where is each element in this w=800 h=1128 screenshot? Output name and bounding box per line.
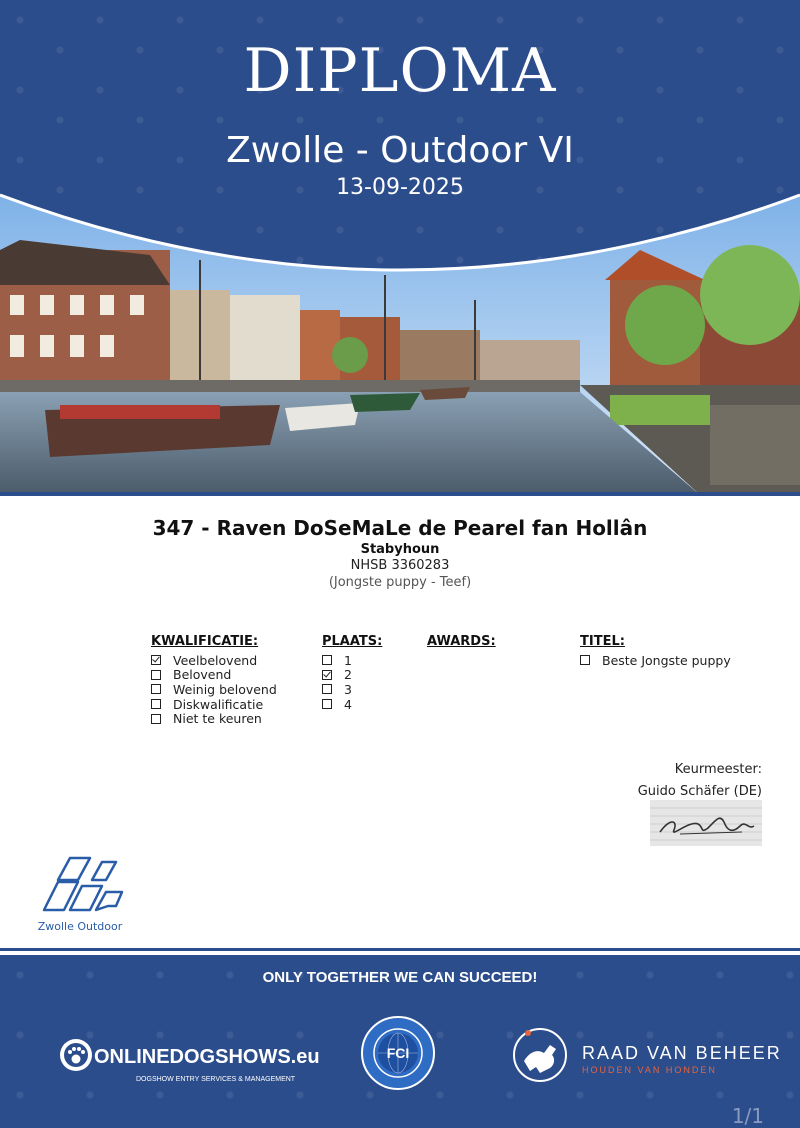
rvb-title: RAAD VAN BEHEER: [582, 1043, 782, 1063]
option-label: Belovend: [173, 667, 232, 683]
kwalificatie-option: [151, 682, 277, 697]
plaats-option: [322, 668, 382, 683]
titel-heading: TITEL:: [580, 634, 625, 649]
canal-photo: [0, 195, 800, 495]
plaats-option: [322, 682, 382, 697]
dog-name: 347 - Raven DoSeMaLe de Pearel fan Hollân: [152, 516, 648, 540]
footer-divider: [0, 948, 800, 951]
dog-class: (Jongste puppy - Teef): [328, 575, 472, 590]
checkbox-icon: [151, 699, 161, 709]
photo-divider: [0, 492, 800, 496]
checkbox-icon: [151, 714, 161, 724]
option-label: 3: [344, 681, 352, 697]
option-label: Weinig belovend: [173, 681, 277, 697]
awards-heading: AWARDS:: [427, 634, 496, 649]
option-label: Veelbelovend: [173, 652, 258, 668]
checkbox-icon: [151, 670, 161, 680]
show-name: Zwolle - Outdoor VI: [226, 130, 574, 171]
kwalificatie-option: [151, 711, 277, 726]
judge-signature: [650, 800, 762, 846]
checkbox-icon: [580, 655, 590, 665]
rvb-tagline: HOUDEN VAN HONDEN: [582, 1065, 717, 1075]
awards-column: [427, 634, 496, 653]
fci-logo: [360, 1015, 436, 1091]
diploma-title: DIPLOMA: [243, 36, 557, 106]
option-label: 1: [344, 652, 352, 668]
plaats-option: [322, 697, 382, 712]
checkbox-icon: [322, 684, 332, 694]
kwalificatie-option: [151, 697, 277, 712]
titel-option: [580, 653, 731, 668]
checkbox-icon: [322, 655, 332, 665]
checkbox-icon: [322, 699, 332, 709]
kwalificatie-column: [151, 634, 277, 726]
onlinedogshows-logo: [58, 1035, 320, 1085]
checkbox-checked-icon: [151, 655, 161, 665]
kwalificatie-heading: KWALIFICATIE:: [151, 634, 259, 649]
dog-breed: Stabyhoun: [360, 542, 440, 557]
option-label: Beste Jongste puppy: [602, 652, 731, 668]
kwalificatie-option: [151, 653, 277, 668]
option-label: 2: [344, 667, 352, 683]
odl-text: ONLINEDOGSHOWS.eu: [94, 1046, 320, 1068]
titel-column: [580, 634, 731, 668]
checkbox-icon: [151, 684, 161, 694]
page-number: 1/1: [731, 1104, 764, 1128]
checkbox-checked-icon: [322, 670, 332, 680]
plaats-option: [322, 653, 382, 668]
show-date: 13-09-2025: [336, 175, 464, 200]
judge-label: Keurmeester:: [674, 762, 762, 777]
option-label: 4: [344, 696, 352, 712]
diploma-footer: [0, 955, 800, 1128]
plaats-heading: PLAATS:: [322, 634, 383, 649]
club-name: Zwolle Outdoor: [37, 920, 123, 933]
fci-text: FCI: [386, 1045, 410, 1061]
registration-number: NHSB 3360283: [350, 558, 450, 573]
zwolle-outdoor-logo: [36, 850, 126, 916]
raad-van-beheer-logo: [510, 1023, 790, 1085]
option-label: Diskwalificatie: [173, 696, 264, 712]
judge-name: Guido Schäfer (DE): [637, 784, 762, 799]
plaats-column: [322, 634, 382, 711]
odl-tagline: DOGSHOW ENTRY SERVICES & MANAGEMENT: [136, 1076, 296, 1083]
footer-slogan: ONLY TOGETHER WE CAN SUCCEED!: [262, 969, 538, 986]
kwalificatie-option: [151, 668, 277, 683]
option-label: Niet te keuren: [173, 711, 262, 727]
